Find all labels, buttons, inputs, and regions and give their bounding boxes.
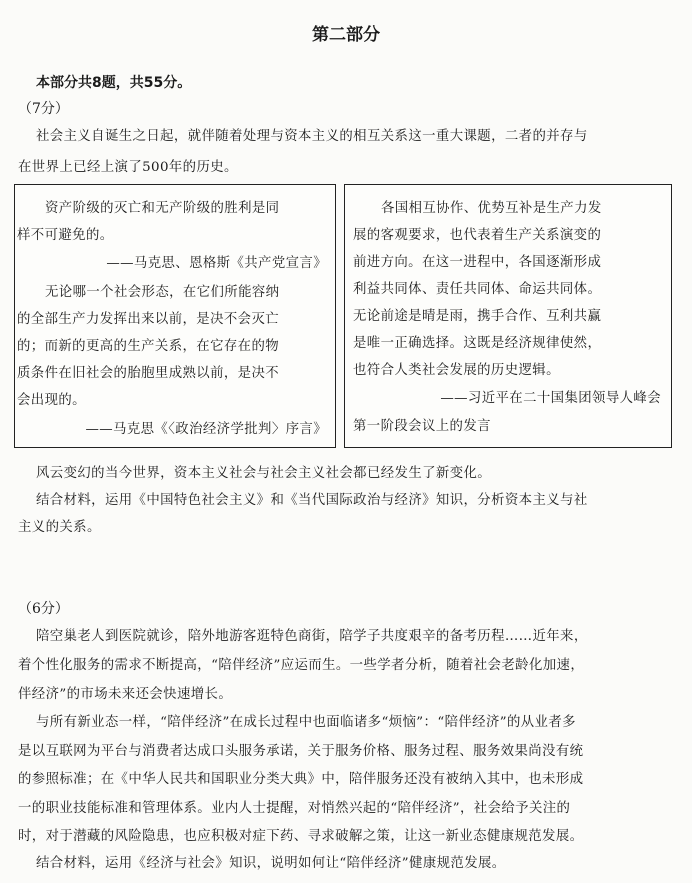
q17-line: 的参照标准；在《中华人民共和国职业分类大典》中，陪伴服务还没有被纳入其中，也未形成 [18, 772, 584, 787]
q16-task-line-1: 结合材料，运用《中国特色社会主义》和《当代国际政治与经济》知识，分析资本主义与社 [36, 493, 588, 508]
quote-right-line: 利益共同体、责任共同体、命运共同体。 [353, 282, 602, 297]
quote-left-attribution: ——马克思、恩格斯《共产党宣言》 [106, 256, 327, 271]
q17-task-line: 结合材料，运用《经济与社会》知识，说明如何让“陪伴经济”健康规范发展。 [36, 856, 506, 871]
q16-stem-line-1: 社会主义自诞生之日起，就伴随着处理与资本主义的相互关系这一重大课题，二者的并存与 [36, 129, 588, 144]
q17-line: 是以互联网为平台与消费者达成口头服务承诺，关于服务价格、服务过程、服务效果尚没有统 [18, 744, 584, 759]
quote-box-left [14, 184, 336, 448]
q17-line: 陪空巢老人到医院就诊，陪外地游客逛特色商街，陪学子共度艰辛的备考历程……近年来， [36, 629, 588, 644]
quote-right-line: 无论前途是晴是雨，携手合作、互利共赢 [353, 309, 602, 324]
quote-left-line: 的全部生产力发挥出来以前，是决不会灭亡 [17, 312, 280, 327]
section-title: 第二部分 [312, 25, 380, 45]
q16-task-line-2: 主义的关系。 [18, 520, 101, 535]
q17-line: 时，对于潜藏的风险隐患，也应积极对症下药、寻求破解之策，让这一新业态健康规范发展。 [18, 829, 584, 844]
q17-line: 与所有新业态一样，“陪伴经济”在成长过程中也面临诸多“烦恼”：“陪伴经济”的从业者多 [36, 715, 576, 730]
quote-right-line: 也符合人类社会发展的历史逻辑。 [353, 363, 560, 378]
question-17-number: （6分） [18, 601, 69, 617]
quote-left-line: 无论哪一个社会形态，在它们所能容纳 [45, 285, 280, 300]
q17-line: 着个性化服务的需求不断提高，“陪伴经济”应运而生。一些学者分析，随着社会老龄化加速， [18, 658, 585, 673]
quote-right-attribution: 第一阶段会议上的发言 [353, 419, 491, 434]
section-intro: 本部分共8题，共55分。 [36, 75, 192, 91]
q16-after-line-1: 风云变幻的当今世界，资本主义社会与社会主义社会都已经发生了新变化。 [36, 466, 492, 481]
quote-right-line: 展的客观要求，也代表着生产关系演变的 [353, 228, 602, 243]
quote-right-line: 各国相互协作、优势互补是生产力发 [381, 201, 602, 216]
quote-left-line: 资产阶级的灭亡和无产阶级的胜利是同 [45, 201, 280, 216]
quote-left-line: 样不可避免的。 [17, 228, 114, 243]
quote-left-line: 会出现的。 [17, 393, 86, 408]
quote-right-line: 是唯一正确选择。这既是经济规律使然， [353, 336, 602, 351]
quote-right-attribution: ——习近平在二十国集团领导人峰会 [440, 391, 661, 406]
q17-line: 伴经济”的市场未来还会快速增长。 [18, 687, 233, 702]
quote-left-attribution: ——马克思《〈政治经济学批判〉序言》 [85, 422, 327, 437]
quote-left-line: 的；而新的更高的生产关系，在它存在的物 [17, 339, 280, 354]
quote-box-right [344, 184, 672, 448]
question-16-number: （7分） [18, 101, 69, 117]
q16-stem-line-2: 在世界上已经上演了500年的历史。 [18, 160, 238, 175]
quote-left-line: 质条件在旧社会的胎胞里成熟以前，是决不 [17, 366, 280, 381]
quote-right-line: 前进方向。在这一进程中，各国逐渐形成 [353, 255, 602, 270]
q17-line: 一的职业技能标准和管理体系。业内人士提醒，对悄然兴起的“陪伴经济”，社会给予关注的 [18, 801, 571, 816]
